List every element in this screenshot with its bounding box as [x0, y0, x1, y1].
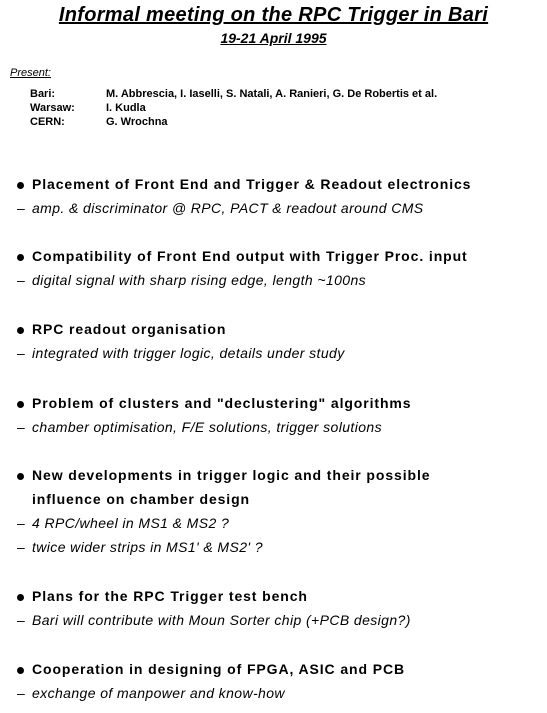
- attendee-names: I. Kudla: [106, 102, 146, 114]
- bullet-icon: [17, 182, 24, 189]
- topic-detail-text: amp. & discriminator @ RPC, PACT & readout around CMS: [32, 200, 424, 216]
- topic-heading: New developments in trigger logic and their possible: [32, 467, 431, 483]
- topic-detail-text: twice wider strips in MS1' & MS2' ?: [32, 539, 263, 555]
- attendee-names: M. Abbrescia, I. Iaselli, S. Natali, A. Ranieri, G. De Robertis et al.: [106, 88, 438, 100]
- bullet-icon: [17, 401, 24, 408]
- attendee-institution: Bari:: [30, 88, 56, 100]
- dash-icon: –: [17, 539, 25, 555]
- topic-item: [0, 321, 547, 369]
- attendee-institution: CERN:: [30, 116, 65, 128]
- topic-heading: Problem of clusters and "declustering" algorithms: [32, 395, 412, 411]
- topic-detail: [0, 515, 547, 539]
- dash-icon: –: [17, 685, 25, 701]
- topic-heading: Placement of Front End and Trigger & Readout electronics: [32, 176, 472, 192]
- bullet-icon: [17, 327, 24, 334]
- topic-detail: [0, 539, 547, 563]
- topic-detail: [0, 272, 547, 296]
- present-label: Present:: [10, 67, 51, 79]
- topic-item: [0, 588, 547, 636]
- topic-detail: [0, 419, 547, 443]
- dash-icon: –: [17, 419, 25, 435]
- bullet-icon: [17, 254, 24, 261]
- topic-detail: [0, 612, 547, 636]
- topic-item: [0, 661, 547, 709]
- topic-detail-text: 4 RPC/wheel in MS1 & MS2 ?: [32, 515, 230, 531]
- topic-detail-text: digital signal with sharp rising edge, length ~100ns: [32, 272, 367, 288]
- attendee-institution: Warsaw:: [30, 102, 75, 114]
- topic-detail: [0, 345, 547, 369]
- topic-detail: [0, 685, 547, 709]
- bullet-icon: [17, 594, 24, 601]
- topic-item: [0, 248, 547, 296]
- topic-heading: RPC readout organisation: [32, 321, 227, 337]
- dash-icon: –: [17, 515, 25, 531]
- topic-detail-text: exchange of manpower and know-how: [32, 685, 285, 701]
- topic-detail-text: integrated with trigger logic, details under study: [32, 345, 345, 361]
- dash-icon: –: [17, 345, 25, 361]
- bullet-icon: [17, 667, 24, 674]
- bullet-icon: [17, 473, 24, 480]
- dash-icon: –: [17, 272, 25, 288]
- dash-icon: –: [17, 612, 25, 628]
- attendee-names: G. Wrochna: [106, 116, 168, 128]
- dash-icon: –: [17, 200, 25, 216]
- meeting-date: 19-21 April 1995: [220, 30, 327, 46]
- topic-item: [0, 176, 547, 224]
- topic-detail-text: Bari will contribute with Moun Sorter chip (+PCB design?): [32, 612, 411, 628]
- topic-item: [0, 467, 547, 563]
- topic-heading: Compatibility of Front End output with Trigger Proc. input: [32, 248, 468, 264]
- meeting-title: Informal meeting on the RPC Trigger in Bari: [58, 4, 489, 26]
- topic-detail: [0, 200, 547, 224]
- topic-heading: Plans for the RPC Trigger test bench: [32, 588, 308, 604]
- topic-item: [0, 395, 547, 443]
- topic-heading-continued: influence on chamber design: [32, 491, 251, 507]
- topic-heading: Cooperation in designing of FPGA, ASIC and PCB: [32, 661, 405, 677]
- topic-detail-text: chamber optimisation, F/E solutions, trigger solutions: [32, 419, 382, 435]
